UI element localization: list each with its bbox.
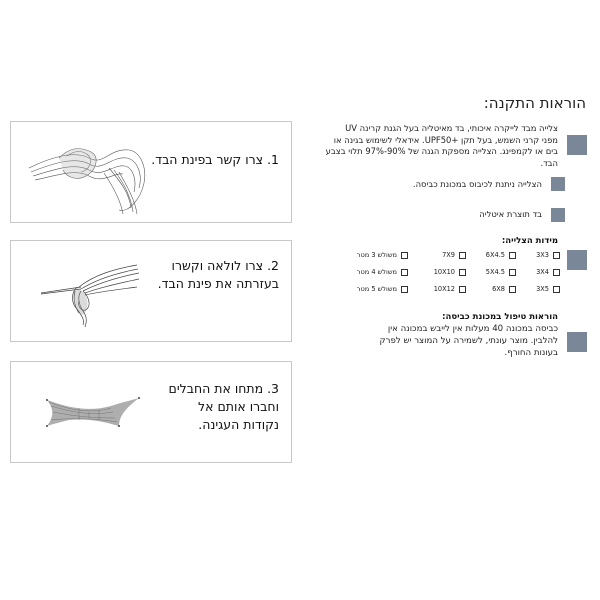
step-3-line-1: 3. מתחו את החבלים [168,381,279,396]
checkbox-icon[interactable] [401,269,408,276]
size-option[interactable] [357,251,408,259]
feature-2: בד תוצרת איטליה [479,209,542,219]
sizes-bullet-icon [567,250,587,270]
feature-bullet-icon [551,177,565,191]
checkbox-icon[interactable] [553,286,560,293]
size-label: 6X4.5 [485,251,505,259]
checkbox-icon[interactable] [459,286,466,293]
washing-bullet-icon [567,332,587,352]
feature-bullet-icon [551,208,565,222]
step-1-text [151,151,279,169]
description-line-4: הבד. [540,157,558,168]
size-option[interactable] [492,285,516,293]
description-text [326,123,558,169]
washing-title: הוראות טיפול במכונת כביסה: [442,312,558,322]
checkbox-icon[interactable] [509,286,516,293]
step-2-line-2: בעזרתה את פינת הבד. [157,276,279,291]
step-2-line-1: 2. צרו לולאה וקשרו [171,258,279,273]
checkbox-icon[interactable] [509,252,516,259]
size-option[interactable] [536,268,560,276]
stretched-sail-illustration-icon [19,368,159,458]
loop-knot-illustration-icon [19,247,159,337]
size-label: 10X12 [433,285,455,293]
step-box-2 [10,240,292,342]
checkbox-icon[interactable] [459,269,466,276]
size-option[interactable] [536,285,560,293]
size-option[interactable] [486,251,516,259]
washing-line-3: בעונות החורף. [504,348,558,358]
size-label: 3X3 [536,251,549,259]
page-title: הוראות התקנה: [483,94,586,112]
washing-line-2: להלבין. מוצר עונתי, לשמירה על המוצר יש לפרק [379,336,558,346]
knot-illustration-icon [19,128,159,218]
feature-1: הצלייה ניתנת לכיבוס במכונת כביסה. [412,179,542,189]
description-line-3: בים או לקמפינג. הצלייה מספקת הגנה של 90%-97% תלוי בצבע [325,146,558,156]
size-grid [356,249,560,299]
description-bullet-icon [567,135,587,155]
step-3-line-2: וחברו אותם אל [198,399,279,414]
checkbox-icon[interactable] [553,269,560,276]
washing-text [380,323,558,359]
size-option[interactable] [434,285,466,293]
step-3-text [169,380,279,434]
size-option[interactable] [536,251,560,259]
checkbox-icon[interactable] [401,252,408,259]
washing-line-1: כביסה במכונה 40 מעלות אין לייבש במכונה אין [387,324,558,334]
description-line-2: מפני קרני השמש, בעל תקן +UPF50. אידאלי לשימוש בגינה או [333,134,558,145]
size-option[interactable] [357,268,408,276]
size-option[interactable] [442,251,466,259]
size-option[interactable] [486,268,516,276]
size-label: 10X10 [433,268,455,276]
checkbox-icon[interactable] [401,286,408,293]
size-label: משולש 3 מטר [356,251,397,259]
checkbox-icon[interactable] [459,252,466,259]
size-label: משולש 5 מטר [356,285,397,293]
checkbox-icon[interactable] [553,252,560,259]
size-label: 6X8 [492,285,505,293]
description-line-1: צלייה מבד לייקרה איכותי, בד מאיטליה בעל הגנת קרינה UV [345,123,558,133]
size-label: 5X4.5 [485,268,505,276]
sizes-title: מידות הצלייה: [501,236,558,246]
step-3-line-3: נקודות העגינה. [198,417,279,432]
size-label: משולש 4 מטר [356,268,397,276]
size-option[interactable] [434,268,466,276]
step-2-text [158,257,279,293]
step-1-line-1: 1. צרו קשר בפינת הבד. [151,152,279,167]
checkbox-icon[interactable] [509,269,516,276]
size-option[interactable] [357,285,408,293]
size-label: 7X9 [442,251,455,259]
size-label: 3X4 [536,268,549,276]
size-label: 3X5 [536,285,549,293]
step-box-1 [10,121,292,223]
step-box-3 [10,361,292,463]
